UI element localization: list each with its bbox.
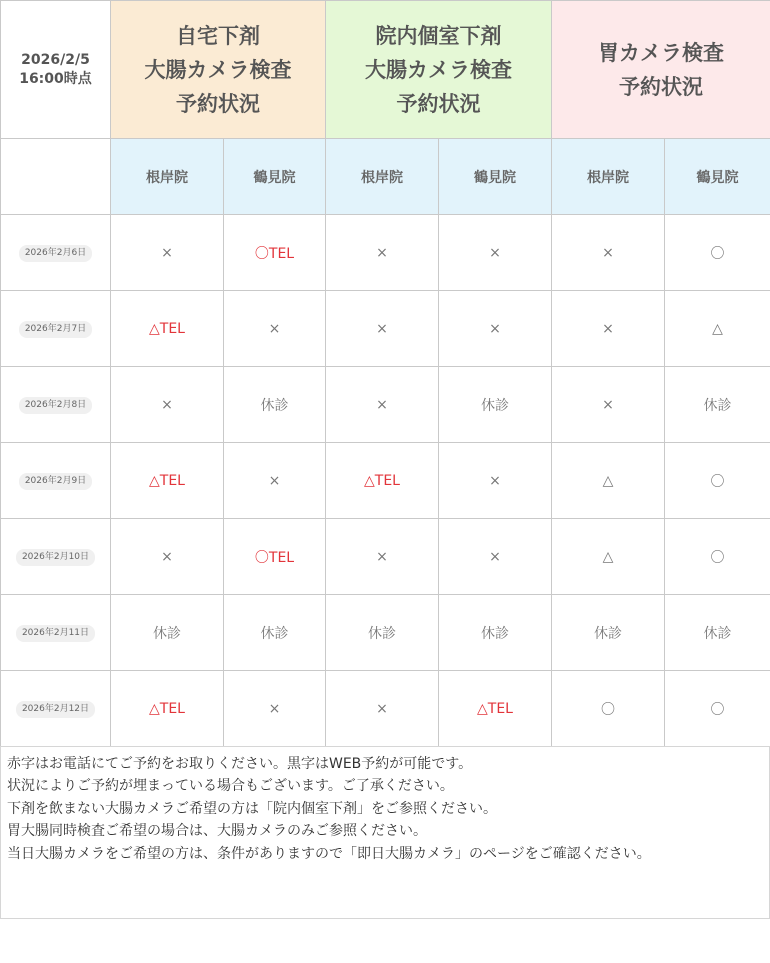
group-line: 胃カメラ検査 bbox=[598, 40, 724, 65]
clinic-header: 根岸院 bbox=[326, 139, 439, 215]
group-header-private-room-colonoscopy bbox=[326, 1, 552, 139]
timestamp-time: 16:00時点 bbox=[19, 70, 92, 87]
availability-cell: 〇 bbox=[552, 671, 665, 747]
table-row bbox=[1, 595, 770, 671]
timestamp-date: 2026/2/5 bbox=[21, 51, 90, 68]
clinic-header: 根岸院 bbox=[111, 139, 224, 215]
availability-cell: △ bbox=[552, 443, 665, 519]
availability-cell: △TEL bbox=[326, 443, 439, 519]
date-badge: 2026年2月11日 bbox=[16, 625, 95, 642]
availability-cell: 〇TEL bbox=[224, 215, 326, 291]
group-line: 自宅下剤 bbox=[176, 23, 260, 48]
timestamp-cell bbox=[1, 1, 111, 139]
availability-cell: × bbox=[224, 291, 326, 367]
availability-cell: 休診 bbox=[224, 367, 326, 443]
availability-cell: × bbox=[552, 215, 665, 291]
availability-cell: 休診 bbox=[326, 595, 439, 671]
availability-cell: △TEL bbox=[439, 671, 552, 747]
group-line: 予約状況 bbox=[176, 91, 260, 116]
availability-cell: × bbox=[326, 519, 439, 595]
availability-cell: × bbox=[326, 367, 439, 443]
availability-cell: × bbox=[552, 367, 665, 443]
date-cell bbox=[1, 367, 111, 443]
table-row bbox=[1, 671, 770, 747]
date-badge: 2026年2月9日 bbox=[19, 473, 92, 490]
table-row bbox=[1, 443, 770, 519]
availability-cell: △ bbox=[665, 291, 770, 367]
availability-cell: × bbox=[326, 291, 439, 367]
availability-cell: 休診 bbox=[224, 595, 326, 671]
group-line: 大腸カメラ検査 bbox=[365, 57, 512, 82]
availability-cell: △ bbox=[552, 519, 665, 595]
date-cell bbox=[1, 595, 111, 671]
date-cell bbox=[1, 215, 111, 291]
group-line: 予約状況 bbox=[619, 74, 703, 99]
availability-cell: △TEL bbox=[111, 443, 224, 519]
clinic-header: 鶴見院 bbox=[224, 139, 326, 215]
note-line: 胃大腸同時検査ご希望の場合は、大腸カメラのみご参照ください。 bbox=[7, 823, 427, 840]
availability-cell: × bbox=[439, 215, 552, 291]
date-badge: 2026年2月8日 bbox=[19, 397, 92, 414]
availability-cell: × bbox=[439, 443, 552, 519]
group-line: 大腸カメラ検査 bbox=[144, 57, 292, 82]
availability-cell: 休診 bbox=[439, 595, 552, 671]
availability-cell: 〇 bbox=[665, 443, 770, 519]
availability-cell: △TEL bbox=[111, 671, 224, 747]
date-badge: 2026年2月7日 bbox=[19, 321, 92, 338]
date-cell bbox=[1, 519, 111, 595]
availability-cell: 〇 bbox=[665, 671, 770, 747]
table-row bbox=[1, 519, 770, 595]
empty-corner-cell bbox=[1, 139, 111, 215]
availability-cell: × bbox=[111, 519, 224, 595]
availability-cell: × bbox=[224, 671, 326, 747]
table-row bbox=[1, 367, 770, 443]
note-line: 下剤を飲まない大腸カメラご希望の方は「院内個室下剤」をご参照ください。 bbox=[7, 800, 497, 817]
availability-cell: × bbox=[552, 291, 665, 367]
availability-cell: × bbox=[326, 215, 439, 291]
table-row bbox=[1, 291, 770, 367]
date-cell bbox=[1, 671, 111, 747]
availability-cell: × bbox=[439, 519, 552, 595]
clinic-header: 鶴見院 bbox=[665, 139, 770, 215]
availability-cell: × bbox=[224, 443, 326, 519]
note-line: 赤字はお電話にてご予約をお取りください。黒字はWEB予約が可能です。 bbox=[7, 756, 473, 772]
group-line: 予約状況 bbox=[396, 91, 481, 116]
date-cell bbox=[1, 291, 111, 367]
date-badge: 2026年2月10日 bbox=[16, 549, 95, 566]
availability-cell: 〇TEL bbox=[224, 519, 326, 595]
availability-cell: 〇 bbox=[665, 215, 770, 291]
availability-cell: 〇 bbox=[665, 519, 770, 595]
table-row bbox=[1, 215, 770, 291]
availability-cell: × bbox=[439, 291, 552, 367]
clinic-header-row bbox=[1, 139, 770, 215]
group-header-row bbox=[1, 1, 770, 139]
availability-cell: 休診 bbox=[665, 367, 770, 443]
group-line: 院内個室下剤 bbox=[375, 23, 502, 48]
availability-cell: 休診 bbox=[665, 595, 770, 671]
date-badge: 2026年2月12日 bbox=[16, 701, 95, 718]
availability-cell: × bbox=[111, 215, 224, 291]
date-badge: 2026年2月6日 bbox=[19, 245, 92, 262]
availability-cell: 休診 bbox=[111, 595, 224, 671]
note-line: 状況によりご予約が埋まっている場合もございます。ご了承ください。 bbox=[7, 778, 454, 795]
availability-cell: × bbox=[111, 367, 224, 443]
clinic-header: 鶴見院 bbox=[439, 139, 552, 215]
date-cell bbox=[1, 443, 111, 519]
availability-cell: 休診 bbox=[439, 367, 552, 443]
availability-cell: × bbox=[326, 671, 439, 747]
notes-box bbox=[0, 746, 770, 919]
group-header-home-laxative-colonoscopy bbox=[111, 1, 326, 139]
availability-cell: △TEL bbox=[111, 291, 224, 367]
clinic-header: 根岸院 bbox=[552, 139, 665, 215]
availability-cell: 休診 bbox=[552, 595, 665, 671]
group-header-gastroscopy bbox=[552, 1, 770, 139]
note-line: 当日大腸カメラをご希望の方は、条件がありますので「即日大腸カメラ」のページをご確認ください。 bbox=[7, 845, 651, 862]
